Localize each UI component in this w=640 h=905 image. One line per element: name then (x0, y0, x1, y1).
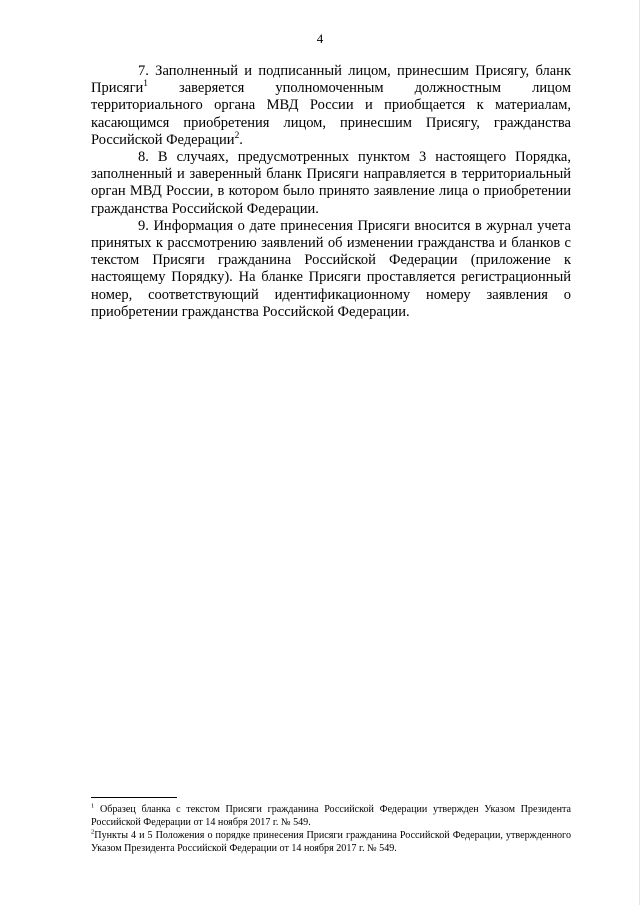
paragraph-7-text-3: . (239, 131, 243, 148)
paragraph-9: 9. Информация о дате принесения Присяги вносится в журнал учета принятых к рассмотрению заявлений об изменении гражданства и бланков с текстом Присяги гражданина Российской Федерации (приложение к настоящему Порядку). На бланке Присяги проставляется регистрационный номер, соответствующий идентификационному номеру заявления о приобретении гражданства Российской Федерации. (91, 217, 571, 320)
footnote-1-text: Образец бланка с текстом Присяги гражданина Российской Федерации утвержден Указом Президента Российской Федерации от 14 ноября 2017 г. № 549. (91, 804, 571, 828)
footnote-reference-1: 1 (143, 79, 148, 90)
paragraph-8: 8. В случаях, предусмотренных пунктом 3 настоящего Порядка, заполненный и заверенный бланк Присяги направляется в территориальный орган МВД России, в котором было принято заявление лица о приобретении гражданства Российской Федерации. (91, 149, 571, 217)
paragraph-7 (91, 63, 571, 149)
footnote-1 (91, 803, 571, 829)
footnotes (91, 803, 571, 855)
footnote-2-text: Пункты 4 и 5 Положения о порядке принесения Присяги гражданина Российской Федерации, утвержденного Указом Президента Российской Федерации от 14 ноября 2017 г. № 549. (91, 830, 571, 854)
page-number: 4 (316, 31, 324, 46)
footnote-reference-2: 2 (234, 130, 240, 141)
footnote-2 (91, 829, 571, 855)
paragraph-7-text-1: 7. Заполненный и подписанный лицом, принесшим Присягу, бланк Присяги (91, 63, 571, 97)
document-body (91, 63, 571, 321)
footnote-2-marker: 2 (91, 828, 95, 836)
footnote-1-marker: 1 (91, 802, 95, 810)
footnote-divider (91, 797, 177, 798)
paragraph-7-text-2: заверяется уполномоченным должностным лицом территориального органа МВД России и приобщается к материалам, касающимся приобретения лицом, принесшим Присягу, гражданства Российской Федерации (91, 80, 571, 148)
